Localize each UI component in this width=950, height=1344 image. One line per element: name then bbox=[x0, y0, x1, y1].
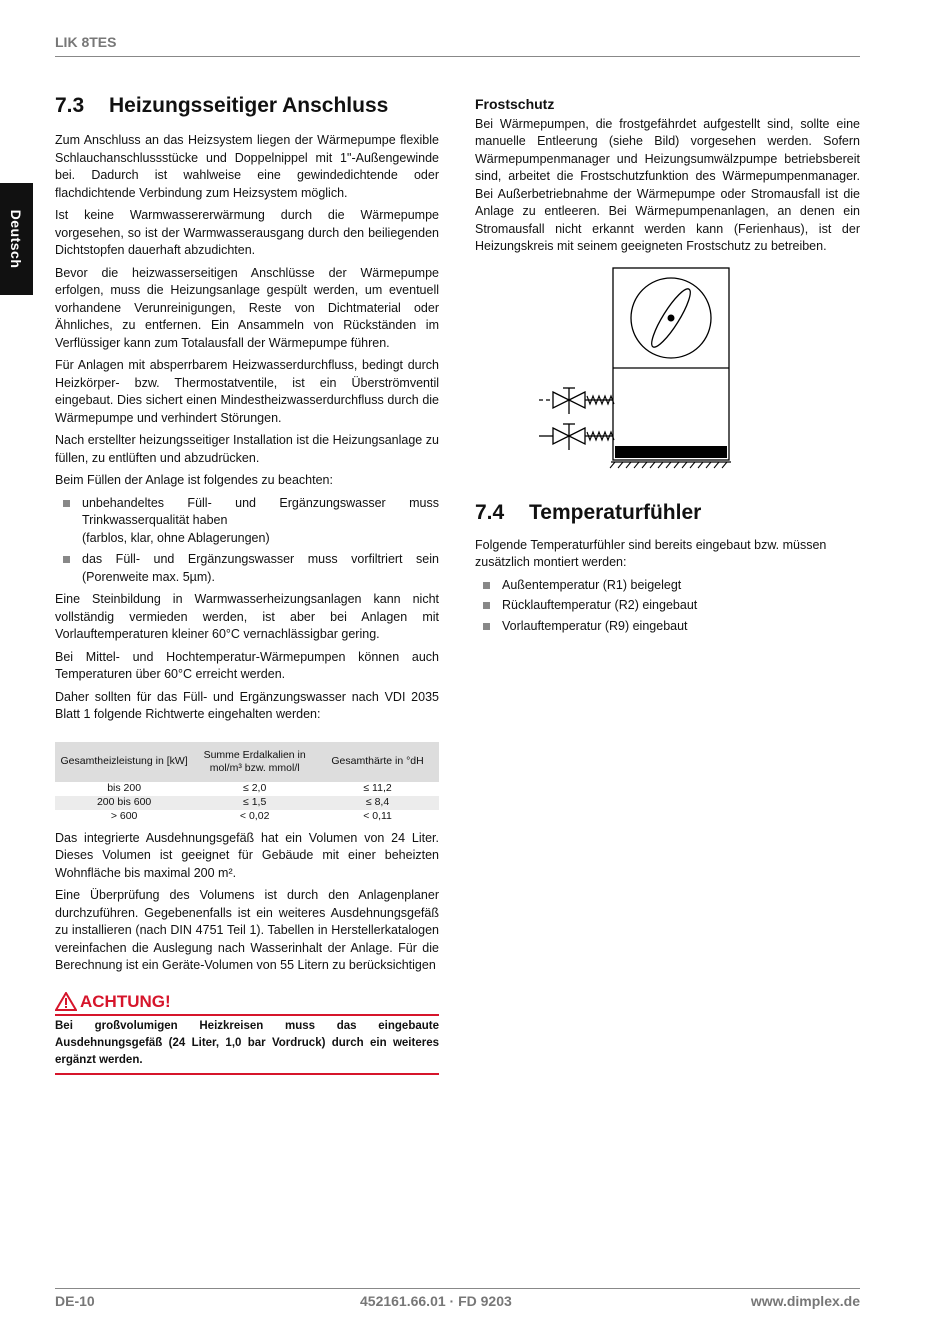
list-item bbox=[475, 597, 860, 615]
right-column bbox=[475, 96, 860, 640]
paragraph: Bevor die heizwasserseitigen Anschlüsse der Wärmepumpe erfolgen, muss die Heizungsanlage gespült werden, um eventuell vorhandene Verunreinigungen, Reste von Dichtmaterial oder Ähnliches, zu entfernen. Ein Ansammeln von Rückständen im Verflüssiger kann zum Totalausfall der Wärmepumpe führen. bbox=[55, 265, 439, 350]
table-cell: > 600 bbox=[110, 810, 138, 822]
warning-title-row bbox=[55, 991, 439, 1013]
header-title: LIK 8TES bbox=[55, 34, 117, 50]
warning-box bbox=[55, 991, 439, 1075]
table-header: Summe Erdalkalien in mol/m³ bzw. mmol/l bbox=[193, 742, 316, 782]
section-7-4-number: 7.4 bbox=[475, 500, 505, 524]
list-item bbox=[475, 618, 860, 636]
water-quality-table bbox=[55, 742, 439, 824]
language-tab-label: Deutsch bbox=[8, 209, 24, 269]
footer-website-link[interactable]: www.dimplex.de bbox=[750, 1293, 860, 1309]
square-bullet-icon bbox=[483, 602, 490, 609]
paragraph: Daher sollten für das Füll- und Ergänzungswasser nach VDI 2035 Blatt 1 folgende Richtwerte eingehalten werden: bbox=[55, 689, 439, 721]
language-tab bbox=[0, 183, 33, 295]
footer-document-number: 452161.66.01 · FD 9203 bbox=[360, 1293, 512, 1309]
paragraph: Eine Steinbildung in Warmwasserheizungsanlagen kann nicht vollständig vermieden werden, ist aber bei Anlagen mit Vorlauftemperaturen kleiner 60°C vernachlässigbar gering. bbox=[55, 592, 439, 641]
list-item-subtext: (farblos, klar, ohne Ablagerungen) bbox=[82, 530, 270, 545]
paragraph: Bei Mittel- und Hochtemperatur-Wärmepumpen können auch Temperaturen über 60°C erreicht werden. bbox=[55, 649, 439, 681]
list-item-text: Vorlauftemperatur (R9) eingebaut bbox=[502, 618, 688, 633]
list-item bbox=[475, 577, 860, 595]
list-item-text: das Füll- und Ergänzungswasser muss vorfiltriert sein (Porenweite max. 5µm). bbox=[82, 552, 439, 584]
paragraph: Beim Füllen der Anlage ist folgendes zu beachten: bbox=[55, 473, 333, 487]
paragraph: Ist keine Warmwassererwärmung durch die Wärmepumpe vorgesehen, so ist der Warmwasserausgang durch den beiliegenden Dichtstopfen dauerhaft abzudichten. bbox=[55, 208, 439, 257]
table-row bbox=[55, 782, 439, 796]
warning-triangle-icon bbox=[55, 992, 77, 1011]
list-item-text: Rücklauftemperatur (R2) eingebaut bbox=[502, 598, 698, 612]
drain-diagram bbox=[475, 264, 860, 499]
section-7-3-heading bbox=[55, 92, 439, 120]
list-item bbox=[55, 551, 439, 586]
square-bullet-icon bbox=[63, 556, 70, 563]
frostschutz-heading: Frostschutz bbox=[475, 96, 555, 112]
warning-text: Bei großvolumigen Heizkreisen muss das eingebaute Ausdehnungsgefäß (24 Liter, 1,0 bar Vordruck) durch ein weiteres ergänzt werden. bbox=[55, 1019, 439, 1066]
table-cell: ≤ 11,2 bbox=[363, 782, 392, 794]
header-divider bbox=[55, 56, 860, 57]
table-row bbox=[55, 796, 439, 810]
square-bullet-icon bbox=[63, 500, 70, 507]
sensor-list bbox=[475, 577, 860, 636]
paragraph: Für Anlagen mit absperrbarem Heizwasserdurchfluss, bedingt durch Heizkörper- bzw. Thermostatventile, ist ein Überströmventil eingebaut. Dies sichert einen Mindestheizwasserdurchfluss durch die Wärmepumpe und verhindert Störungen. bbox=[55, 358, 439, 425]
list-item bbox=[55, 495, 439, 548]
square-bullet-icon bbox=[483, 623, 490, 630]
table-cell: < 0,02 bbox=[239, 810, 270, 822]
filling-bullet-list bbox=[55, 495, 439, 587]
section-7-3-number: 7.3 bbox=[55, 94, 85, 117]
section-7-4-heading bbox=[475, 499, 860, 527]
table-cell: < 0,11 bbox=[363, 810, 392, 822]
footer-page-number: DE-10 bbox=[55, 1293, 95, 1309]
paragraph: Nach erstellter heizungsseitiger Installation ist die Heizungsanlage zu füllen, zu entlüften und abzudrücken. bbox=[55, 433, 439, 465]
list-item-text: unbehandeltes Füll- und Ergänzungswasser muss Trinkwasserqualität haben bbox=[82, 495, 439, 527]
table-cell: bis 200 bbox=[107, 782, 142, 794]
list-item-text: Außentemperatur (R1) beigelegt bbox=[502, 577, 682, 592]
table-header: Gesamtheizleistung in [kW] bbox=[55, 742, 193, 782]
table-cell: ≤ 2,0 bbox=[243, 782, 267, 794]
section-7-4-title: Temperaturfühler bbox=[529, 500, 702, 524]
paragraph: Eine Überprüfung des Volumens ist durch den Anlagenplaner durchzuführen. Gegebenenfalls ist ein weiteres Ausdehnungsgefäß zu installieren (nach DIN 4751 Teil 1). Tabellen in Herstellerkatalogen vereinfachen die Auslegung nach Wasserinhalt der Anlage. Für die Berechnung ist ein Geräte-Volumen von 55 Litern zu berücksichtigen bbox=[55, 888, 439, 972]
frostschutz-text: Bei Wärmepumpen, die frostgefährdet aufgestellt sind, sollte eine manuelle Entleerung (siehe Bild) vorgesehen werden. Sofern Wärmepumpenmanager und Heizungsumwälzpumpe betriebsbereit sind, arbeitet die Frostschutzfunktion des Wärmepumpenmanager. Bei Außerbetriebnahme der Wärmepumpe oder Stromausfall ist die Anlage zu entleeren. Bei Wärmepumpenanlagen, an denen ein Stromausfall nicht erkannt werden kann (Ferienhaus), ist der Heizungskreis mit seinem geeigneten Frostschutz zu betreiben. bbox=[475, 116, 860, 253]
section-7-3-title: Heizungsseitiger Anschluss bbox=[109, 94, 389, 117]
table-row bbox=[55, 810, 439, 824]
heat-pump-drain-diagram bbox=[475, 264, 860, 489]
square-bullet-icon bbox=[483, 582, 490, 589]
table-cell: ≤ 1,5 bbox=[193, 796, 316, 810]
paragraph: Zum Anschluss an das Heizsystem liegen der Wärmepumpe flexible Schlauchanschlussstücke und Doppelnippel mit 1"-Außengewinde bei. Dadurch ist wahlweise eine gewindedichtende oder flachdichtende Verbindung zum Heizsystem möglich. bbox=[55, 133, 439, 200]
warning-title: ACHTUNG! bbox=[80, 991, 171, 1011]
table-header: Gesamthärte in °dH bbox=[316, 742, 439, 782]
table-cell: 200 bis 600 bbox=[55, 796, 193, 810]
paragraph: Das integrierte Ausdehnungsgefäß hat ein Volumen von 24 Liter. Dieses Volumen ist geeignet für Gebäude mit einer beheizten Wohnfläche bis maximal 200 m². bbox=[55, 830, 439, 880]
left-column bbox=[55, 92, 439, 1075]
warning-bottom-rule bbox=[55, 1073, 439, 1075]
table-cell: ≤ 8,4 bbox=[316, 796, 439, 810]
footer-divider bbox=[55, 1288, 860, 1289]
section-7-4-intro: Folgende Temperaturfühler sind bereits eingebaut bzw. müssen zusätzlich montiert werden: bbox=[475, 537, 827, 569]
